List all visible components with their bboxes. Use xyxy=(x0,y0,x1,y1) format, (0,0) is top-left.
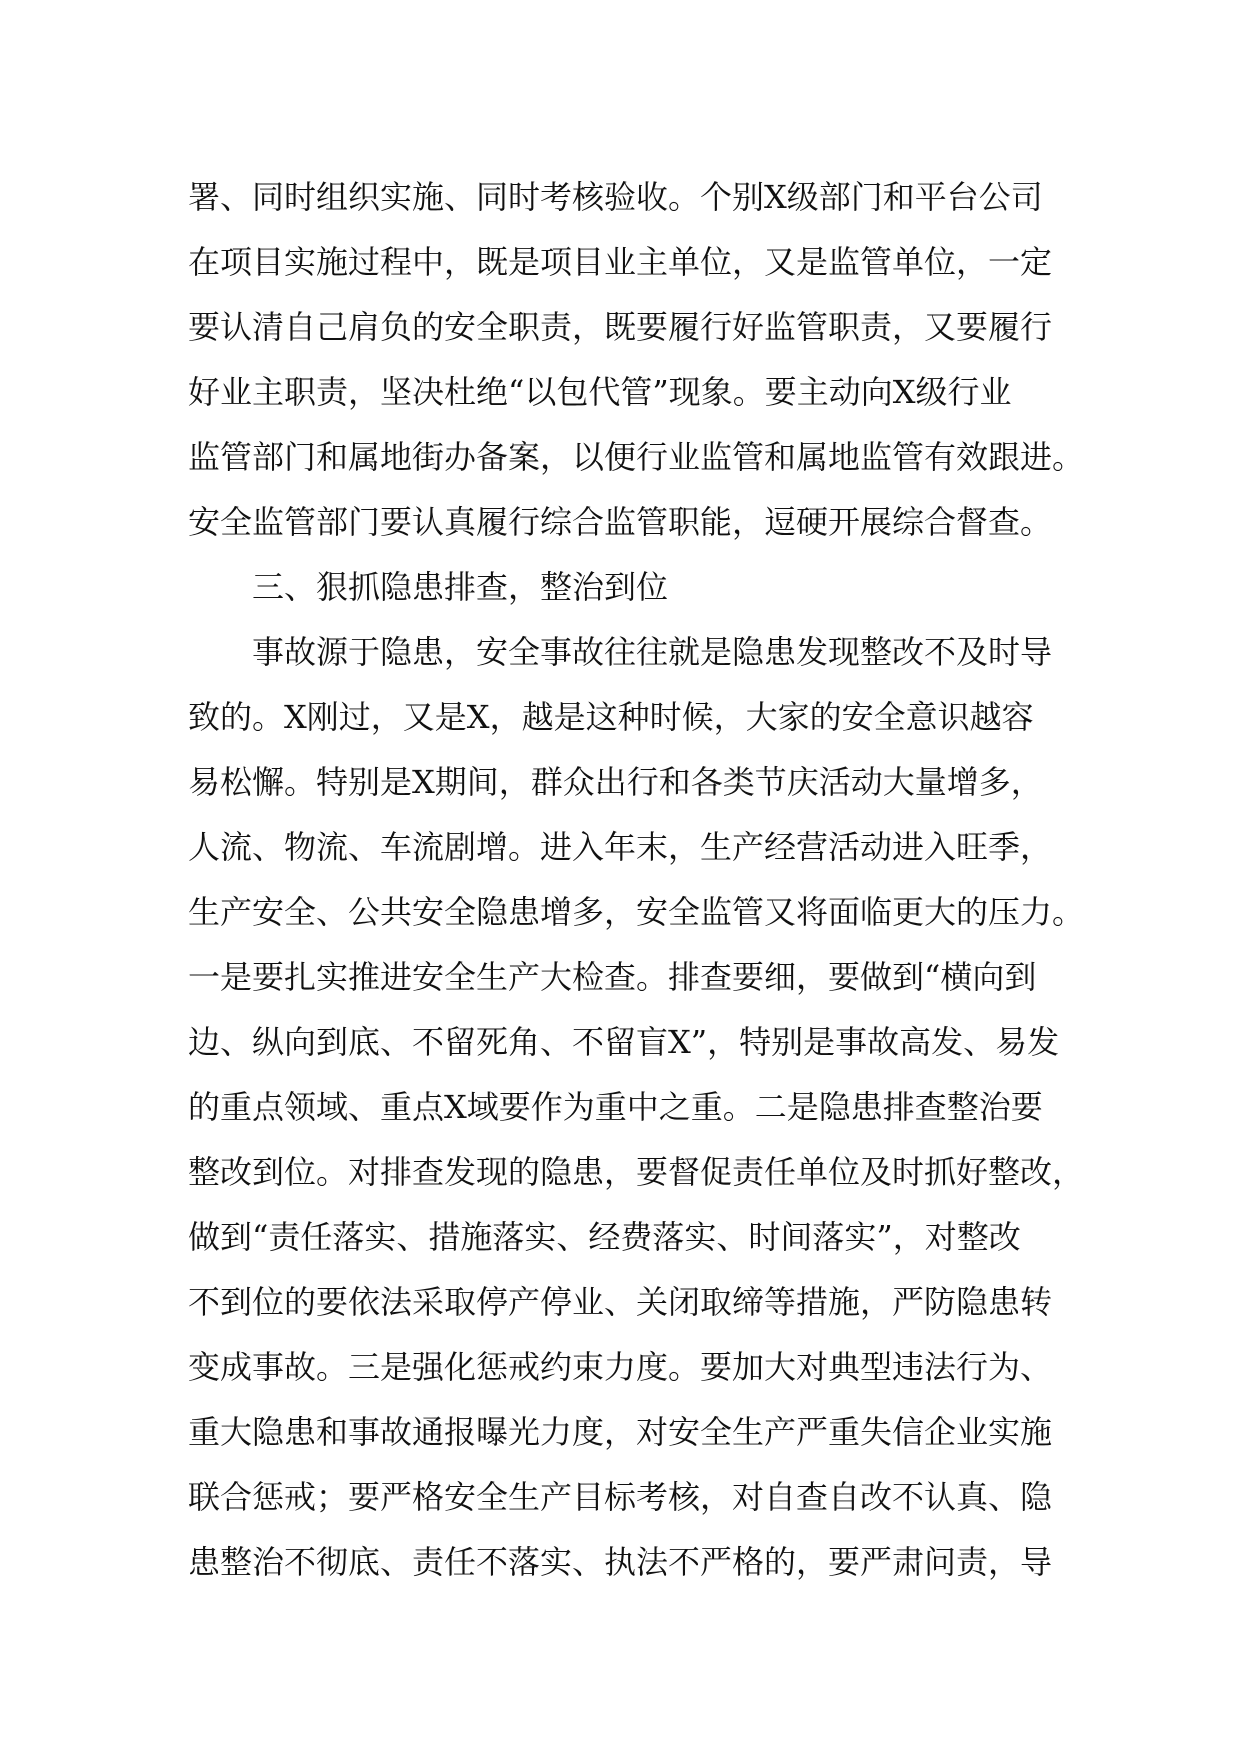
text-line: 一是要扎实推进安全生产大检查。排查要细，要做到“横向到 xyxy=(188,958,1037,996)
text-line: 不到位的要依法采取停产停业、关闭取缔等措施，严防隐患转 xyxy=(188,1283,1053,1321)
document-body xyxy=(188,165,1088,1595)
text-line: 易松懈。特别是X期间，群众出行和各类节庆活动大量增多， xyxy=(188,763,1043,801)
text-line: 变成事故。三是强化惩戒约束力度。要加大对典型违法行为、 xyxy=(188,1348,1053,1386)
paragraph-first-line: 三、狠抓隐患排查，整治到位 xyxy=(252,568,669,606)
text-line: 要认清自己肩负的安全职责，既要履行好监管职责，又要履行 xyxy=(188,308,1053,346)
text-line: 致的。X刚过，又是X，越是这种时候，大家的安全意识越容 xyxy=(188,698,1034,736)
text-line: 联合惩戒；要严格安全生产目标考核，对自查自改不认真、隐 xyxy=(188,1478,1053,1516)
text-line: 署、同时组织实施、同时考核验收。个别X级部门和平台公司 xyxy=(188,178,1043,216)
text-line: 生产安全、公共安全隐患增多，安全监管又将面临更大的压力。 xyxy=(188,893,1085,931)
text-line: 患整治不彻底、责任不落实、执法不严格的，要严肃问责，导 xyxy=(188,1543,1053,1581)
text-line: 监管部门和属地街办备案，以便行业监管和属地监管有效跟进。 xyxy=(188,438,1085,476)
text-line: 在项目实施过程中，既是项目业主单位，又是监管单位，一定 xyxy=(188,243,1053,281)
text-line: 人流、物流、车流剧增。进入年末，生产经营活动进入旺季， xyxy=(188,828,1053,866)
text-line: 整改到位。对排查发现的隐患，要督促责任单位及时抓好整改， xyxy=(188,1153,1085,1191)
paragraph-first-line: 事故源于隐患，安全事故往往就是隐患发现整改不及时导 xyxy=(252,633,1053,671)
text-line: 重大隐患和事故通报曝光力度，对安全生产严重失信企业实施 xyxy=(188,1413,1053,1451)
text-line: 的重点领域、重点X域要作为重中之重。二是隐患排查整治要 xyxy=(188,1088,1043,1126)
text-line: 做到“责任落实、措施落实、经费落实、时间落实”，对整改 xyxy=(188,1218,1021,1256)
text-line: 安全监管部门要认真履行综合监管职能，逗硬开展综合督查。 xyxy=(188,503,1053,541)
text-line: 边、纵向到底、不留死角、不留盲X”，特别是事故高发、易发 xyxy=(188,1023,1060,1061)
text-line: 好业主职责，坚决杜绝“以包代管”现象。要主动向X级行业 xyxy=(188,373,1012,411)
